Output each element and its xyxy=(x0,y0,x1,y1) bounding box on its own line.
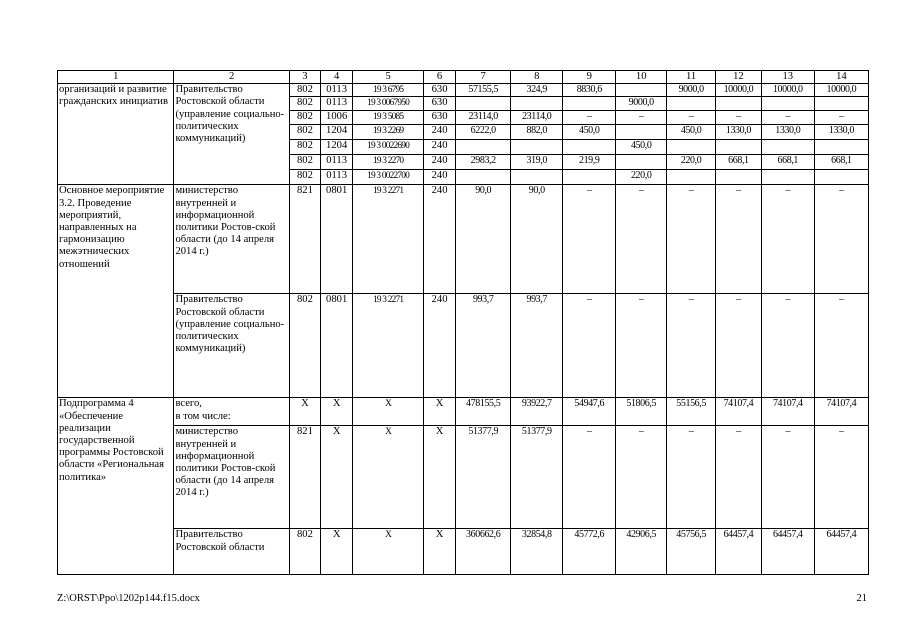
cell-rzpr: 0801 xyxy=(321,294,353,398)
cell-vr: Х xyxy=(423,426,455,529)
cell-csr: 19 3 0067950 xyxy=(353,97,424,111)
cell-v12: 74107,4 xyxy=(716,398,762,426)
cell-csr: 19 3 2271 xyxy=(353,294,424,398)
cell-vr: 630 xyxy=(423,97,455,111)
cell-rzpr: 1006 xyxy=(321,111,353,125)
cell-v11: – xyxy=(667,426,716,529)
cell-v11: – xyxy=(667,185,716,294)
cell-v10: – xyxy=(616,185,667,294)
cell-v12: – xyxy=(716,294,762,398)
cell-v12: 10000,0 xyxy=(716,84,762,97)
cell-grbs: 802 xyxy=(289,111,320,125)
cell-v14: – xyxy=(814,426,868,529)
cell-v9: 8830,6 xyxy=(563,84,616,97)
cell-v9: – xyxy=(563,185,616,294)
cell-rzpr: Х xyxy=(321,529,353,575)
cell-v12: 1330,0 xyxy=(716,125,762,140)
cell-v8: 51377,9 xyxy=(511,426,563,529)
cell-vr: Х xyxy=(423,398,455,426)
cell-v10 xyxy=(616,125,667,140)
cell-v8: 319,0 xyxy=(511,155,563,170)
executor-cell xyxy=(174,529,289,575)
header-cell: 9 xyxy=(563,71,616,84)
cell-grbs: 802 xyxy=(289,294,320,398)
cell-v7: 90,0 xyxy=(456,185,511,294)
cell-vr: 240 xyxy=(423,170,455,185)
cell-rzpr: 1204 xyxy=(321,140,353,155)
executor-cell: Правительство Ростовской области (управление социально-политических коммуникаций) xyxy=(174,84,289,185)
page-number: 21 xyxy=(856,593,867,604)
cell-rzpr: Х xyxy=(321,426,353,529)
cell-v9: 45772,6 xyxy=(563,529,616,575)
cell-v8 xyxy=(511,170,563,185)
cell-v13 xyxy=(761,97,814,111)
cell-rzpr: 0113 xyxy=(321,97,353,111)
cell-grbs: Х xyxy=(289,398,320,426)
cell-v12: – xyxy=(716,185,762,294)
cell-v12 xyxy=(716,170,762,185)
cell-v9 xyxy=(563,97,616,111)
cell-v14: 10000,0 xyxy=(814,84,868,97)
budget-table xyxy=(57,70,869,575)
header-cell: 13 xyxy=(761,71,814,84)
cell-rzpr: Х xyxy=(321,398,353,426)
cell-csr: 19 3 2271 xyxy=(353,185,424,294)
cell-v13: – xyxy=(761,111,814,125)
cell-csr: 19 3 6795 xyxy=(353,84,424,97)
cell-v14: – xyxy=(814,294,868,398)
cell-grbs: 802 xyxy=(289,170,320,185)
cell-v14 xyxy=(814,170,868,185)
cell-vr: 630 xyxy=(423,111,455,125)
header-row xyxy=(58,71,869,84)
cell-v13 xyxy=(761,140,814,155)
cell-v11: 450,0 xyxy=(667,125,716,140)
cell-csr: 19 3 2270 xyxy=(353,155,424,170)
table-row xyxy=(58,294,869,398)
cell-v10: 450,0 xyxy=(616,140,667,155)
cell-v10: – xyxy=(616,426,667,529)
cell-v9: 450,0 xyxy=(563,125,616,140)
cell-v13: 64457,4 xyxy=(761,529,814,575)
header-cell: 11 xyxy=(667,71,716,84)
cell-v12 xyxy=(716,97,762,111)
cell-v13: – xyxy=(761,294,814,398)
cell-v13: 1330,0 xyxy=(761,125,814,140)
file-path: Z:\ORST\Ppo\1202p144.f15.docx xyxy=(57,593,200,604)
cell-v13 xyxy=(761,170,814,185)
cell-v9 xyxy=(563,140,616,155)
cell-grbs: 802 xyxy=(289,155,320,170)
executor-subtext: в том числе: xyxy=(175,410,231,422)
cell-v11: 220,0 xyxy=(667,155,716,170)
cell-v8: 23114,0 xyxy=(511,111,563,125)
cell-grbs: 821 xyxy=(289,426,320,529)
cell-v8: 993,7 xyxy=(511,294,563,398)
cell-v11: – xyxy=(667,294,716,398)
cell-v11: 45756,5 xyxy=(667,529,716,575)
table-row xyxy=(58,84,869,97)
cell-v11: 9000,0 xyxy=(667,84,716,97)
cell-v11: 55156,5 xyxy=(667,398,716,426)
cell-rzpr: 0113 xyxy=(321,155,353,170)
executor-cell: Правительство Ростовской области (управление социально-политических коммуникаций) xyxy=(174,294,289,398)
cell-v7: 993,7 xyxy=(456,294,511,398)
cell-vr: 630 xyxy=(423,84,455,97)
cell-v7: 57155,5 xyxy=(456,84,511,97)
cell-v8 xyxy=(511,140,563,155)
cell-v9: 219,9 xyxy=(563,155,616,170)
table-row xyxy=(58,398,869,426)
cell-v14 xyxy=(814,140,868,155)
executor-text: Правительство Ростовской области xyxy=(175,529,265,553)
cell-v7: 360662,6 xyxy=(456,529,511,575)
cell-grbs: 802 xyxy=(289,140,320,155)
cell-v7: 2983,2 xyxy=(456,155,511,170)
cell-v14: 668,1 xyxy=(814,155,868,170)
header-cell: 1 xyxy=(58,71,174,84)
cell-v7 xyxy=(456,170,511,185)
cell-csr: Х xyxy=(353,398,424,426)
cell-csr: 19 3 0022700 xyxy=(353,170,424,185)
cell-v9: – xyxy=(563,111,616,125)
cell-v8: 90,0 xyxy=(511,185,563,294)
cell-v11: – xyxy=(667,111,716,125)
cell-v14: 64457,4 xyxy=(814,529,868,575)
cell-v8 xyxy=(511,97,563,111)
cell-grbs: 802 xyxy=(289,529,320,575)
table-row xyxy=(58,426,869,529)
cell-vr: 240 xyxy=(423,140,455,155)
cell-v7 xyxy=(456,140,511,155)
cell-vr: 240 xyxy=(423,155,455,170)
cell-v12: 668,1 xyxy=(716,155,762,170)
cell-v7: 51377,9 xyxy=(456,426,511,529)
cell-v10: – xyxy=(616,111,667,125)
executor-cell: министерство внутренней и информационной политики Ростов-ской области (до 14 апреля 2014 г.) xyxy=(174,185,289,294)
cell-v11 xyxy=(667,97,716,111)
header-cell: 4 xyxy=(321,71,353,84)
cell-v10: 51806,5 xyxy=(616,398,667,426)
cell-grbs: 802 xyxy=(289,125,320,140)
cell-v14: 74107,4 xyxy=(814,398,868,426)
cell-v12: – xyxy=(716,426,762,529)
cell-v13: – xyxy=(761,426,814,529)
cell-csr: Х xyxy=(353,529,424,575)
cell-csr: 19 3 5085 xyxy=(353,111,424,125)
header-cell: 12 xyxy=(716,71,762,84)
cell-v13: 10000,0 xyxy=(761,84,814,97)
cell-v13: – xyxy=(761,185,814,294)
header-cell: 10 xyxy=(616,71,667,84)
header-cell: 8 xyxy=(511,71,563,84)
executor-cell xyxy=(174,426,289,529)
cell-v7: 6222,0 xyxy=(456,125,511,140)
cell-v11 xyxy=(667,140,716,155)
cell-v7: 478155,5 xyxy=(456,398,511,426)
cell-csr: 19 3 0022690 xyxy=(353,140,424,155)
cell-v9: – xyxy=(563,294,616,398)
cell-csr: 19 3 2269 xyxy=(353,125,424,140)
header-cell: 14 xyxy=(814,71,868,84)
cell-v12: – xyxy=(716,111,762,125)
cell-v8: 32854,8 xyxy=(511,529,563,575)
cell-v9: – xyxy=(563,426,616,529)
cell-csr: Х xyxy=(353,426,424,529)
cell-v7 xyxy=(456,97,511,111)
table-row xyxy=(58,529,869,575)
cell-rzpr: 0801 xyxy=(321,185,353,294)
executor-text: всего, xyxy=(175,398,202,410)
cell-vr: 240 xyxy=(423,125,455,140)
cell-v7: 23114,0 xyxy=(456,111,511,125)
cell-grbs: 821 xyxy=(289,185,320,294)
header-cell: 7 xyxy=(456,71,511,84)
cell-rzpr: 0113 xyxy=(321,170,353,185)
cell-grbs: 802 xyxy=(289,97,320,111)
executor-text: министерство внутренней и информационной политики Ростов-ской области (до 14 апреля 2014 г.) xyxy=(175,426,276,499)
cell-v14 xyxy=(814,97,868,111)
cell-v14: – xyxy=(814,111,868,125)
cell-v8: 324,9 xyxy=(511,84,563,97)
cell-vr: 240 xyxy=(423,294,455,398)
program-name-cell: Основное мероприятие 3.2. Проведение мероприятий, направленных на гармонизацию межэтнических отношений xyxy=(58,185,174,398)
cell-v14: 1330,0 xyxy=(814,125,868,140)
header-cell: 6 xyxy=(423,71,455,84)
header-cell: 2 xyxy=(174,71,289,84)
cell-v10: 220,0 xyxy=(616,170,667,185)
cell-rzpr: 0113 xyxy=(321,84,353,97)
cell-v11 xyxy=(667,170,716,185)
cell-v9: 54947,6 xyxy=(563,398,616,426)
cell-v10 xyxy=(616,84,667,97)
header-cell: 5 xyxy=(353,71,424,84)
cell-v10: – xyxy=(616,294,667,398)
cell-v14: – xyxy=(814,185,868,294)
program-name-cell: организаций и развитие гражданских инициатив xyxy=(58,84,174,185)
cell-v12: 64457,4 xyxy=(716,529,762,575)
table-row xyxy=(58,185,869,294)
cell-v10: 9000,0 xyxy=(616,97,667,111)
executor-cell xyxy=(174,398,289,426)
cell-v8: 93922,7 xyxy=(511,398,563,426)
cell-vr: Х xyxy=(423,529,455,575)
header-cell: 3 xyxy=(289,71,320,84)
cell-rzpr: 1204 xyxy=(321,125,353,140)
cell-v12 xyxy=(716,140,762,155)
cell-vr: 240 xyxy=(423,185,455,294)
cell-v10: 42906,5 xyxy=(616,529,667,575)
cell-v13: 74107,4 xyxy=(761,398,814,426)
program-name-cell: Подпрограмма 4 «Обеспечение реализации государственной программы Ростовской области «Региональная политика» xyxy=(58,398,174,575)
cell-grbs: 802 xyxy=(289,84,320,97)
cell-v13: 668,1 xyxy=(761,155,814,170)
cell-v9 xyxy=(563,170,616,185)
cell-v8: 882,0 xyxy=(511,125,563,140)
cell-v10 xyxy=(616,155,667,170)
